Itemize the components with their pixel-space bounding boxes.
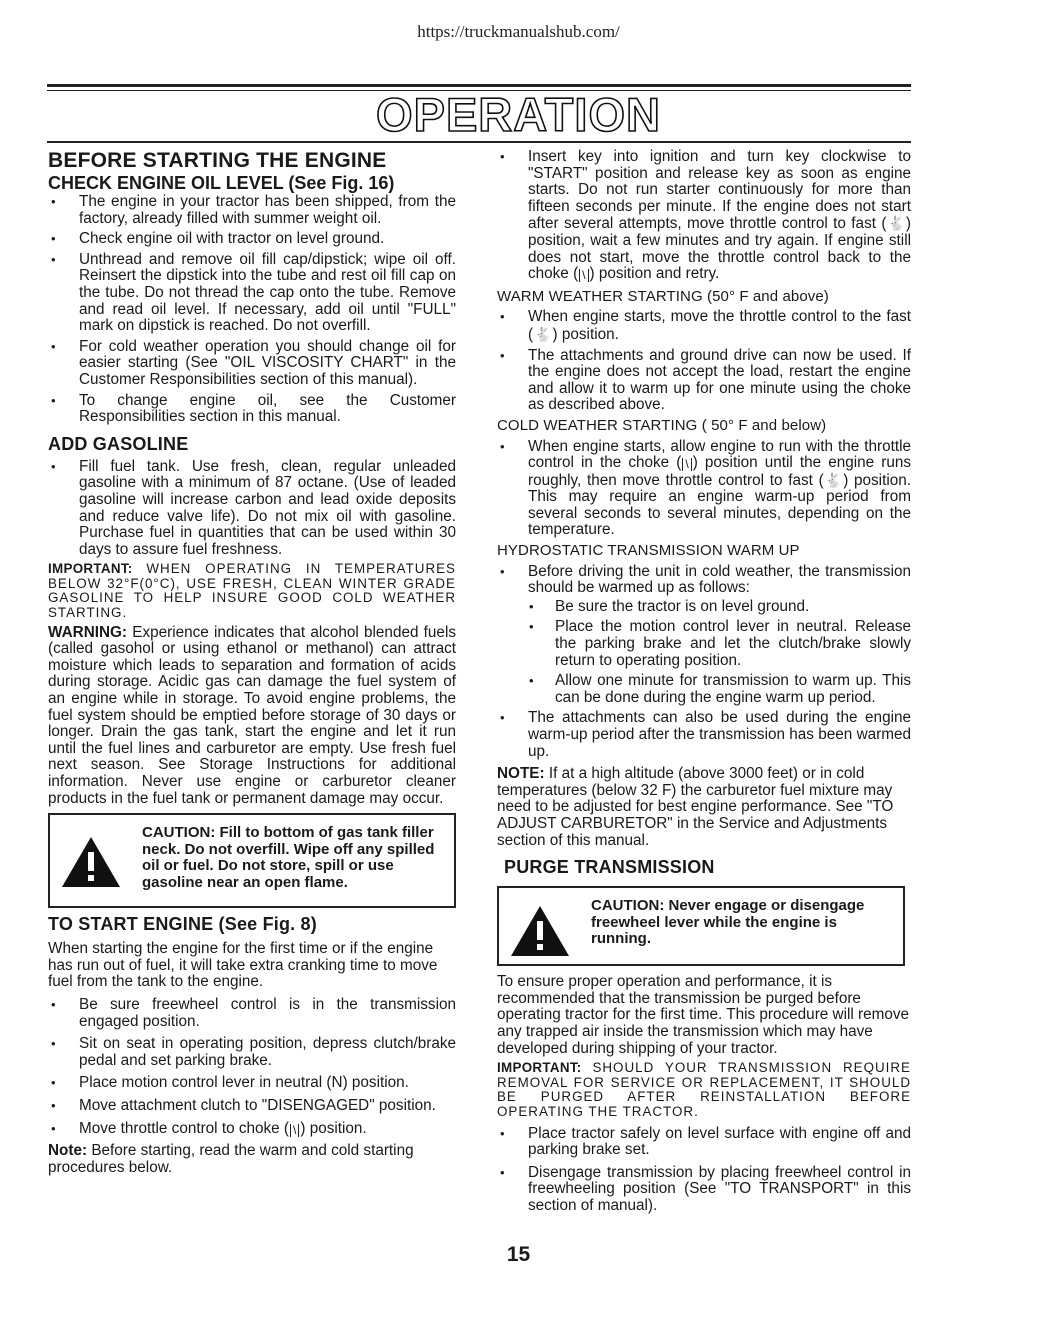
hydrostatic-heading: HYDROSTATIC TRANSMISSION WARM UP — [497, 542, 800, 560]
important-note-purge: IMPORTANT: SHOULD YOUR TRANSMISSION REQUIRE REMOVAL FOR SERVICE OR REPLACEMENT, IT SHOULD BE PURGED AFTER REINSTALLATION BEFORE OPERATING THE TRACTOR. — [497, 1060, 911, 1119]
choke-icon: \ — [579, 269, 588, 282]
warm-weather-list — [497, 309, 911, 414]
list-item: • The engine in your tractor has been shipped, from the factory, already filled with summer weight oil. — [48, 194, 456, 227]
caution-text: CAUTION: Never engage or disengage freewheel lever while the engine is running. — [591, 897, 865, 948]
left-column — [48, 149, 456, 1176]
important-note-gasoline: IMPORTANT: WHEN OPERATING IN TEMPERATURES BELOW 32°F(0°C), USE FRESH, CLEAN WINTER GRADE GASOLINE TO HELP INSURE GOOD COLD WEATHER STARTING. — [48, 561, 456, 621]
heading-add-gasoline: ADD GASOLINE — [48, 433, 189, 454]
heading-before-starting: BEFORE STARTING THE ENGINE — [48, 149, 387, 172]
list-item: • Be sure freewheel control is in the transmission engaged position. — [48, 997, 456, 1030]
warning-triangle-icon — [60, 835, 122, 889]
caution-text: CAUTION: Fill to bottom of gas tank filler neck. Do not overfill. Wipe off any spilled oil or fuel. Do not store, spill or use gasoline near an open flame. — [142, 824, 435, 891]
list-item: • Unthread and remove oil fill cap/dipstick; wipe oil off. Reinsert the dipstick into the tube and rest oil fill cap on the tube. Do not thread the cap onto the tube. Remove and read oil level. If necessary, add oil until "FULL" mark on dipstick is reached. Do not overfill. — [48, 252, 456, 335]
check-oil-list — [48, 194, 456, 426]
list-item: • To change engine oil, see the Customer Responsibilities section in this manual. — [48, 393, 456, 426]
warning-triangle-icon — [509, 904, 571, 958]
list-item: • Move attachment clutch to "DISENGAGED" position. — [48, 1098, 456, 1115]
start-intro: When starting the engine for the first time or if the engine has run out of fuel, it will take extra cranking time to move fuel from the tank to the engine. — [48, 940, 438, 991]
list-item: • Allow one minute for transmission to warm up. This can be done during the engine warm up period. — [526, 673, 911, 706]
list-item: • Place tractor safely on level surface with engine off and parking brake set. — [497, 1126, 911, 1159]
heading-to-start-engine: TO START ENGINE (See Fig. 8) — [48, 914, 317, 935]
heading-check-oil: CHECK ENGINE OIL LEVEL (See Fig. 16) — [48, 173, 395, 193]
list-item: • The attachments and ground drive can now be used. If the engine does not accept the load, restart the engine and allow it to warm up for one minute using the choke as described above. — [497, 348, 911, 414]
list-item: • Disengage transmission by placing freewheel control in freewheeling position (See "TO TRANSPORT" in this section of manual). — [497, 1165, 911, 1215]
ignition-list — [497, 149, 911, 283]
purge-intro: To ensure proper operation and performance, it is recommended that the transmission be purged before operating tractor for the first time. This procedure will remove any trapped air inside the transmission which may have developed during shipping of your tractor. — [497, 973, 910, 1057]
note-start: Note: Before starting, read the warm and cold starting procedures below. — [48, 1142, 414, 1176]
hydrostatic-list-2 — [497, 710, 911, 760]
hydrostatic-list — [497, 564, 911, 597]
caution-box-freewheel — [497, 886, 905, 966]
list-item: • The attachments can also be used during the engine warm-up period after the transmission has been warmed up. — [497, 710, 911, 760]
list-item: • Place the motion control lever in neutral. Release the parking brake and let the clutch/brake slowly return to operating position. — [526, 619, 911, 669]
page-number: 15 — [506, 1243, 531, 1266]
purge-list — [497, 1126, 911, 1215]
list-item: • Be sure the tractor is on level ground. — [526, 599, 911, 616]
header-rule-bottom — [47, 141, 911, 143]
list-item: • Place motion control lever in neutral (N) position. — [48, 1075, 456, 1092]
list-item: • Sit on seat in operating position, depress clutch/brake pedal and set parking brake. — [48, 1036, 456, 1069]
list-item: • Check engine oil with tractor on level ground. — [48, 231, 456, 248]
list-item: • Move throttle control to choke ( \ ) position. — [48, 1121, 456, 1138]
cold-weather-list — [497, 439, 911, 540]
right-column — [497, 149, 911, 1214]
caution-box-gasoline — [48, 813, 456, 908]
rabbit-fast-icon: 🐇 — [534, 325, 552, 342]
cold-weather-heading: COLD WEATHER STARTING ( 50° F and below) — [497, 416, 827, 434]
source-url: https://truckmanualshub.com/ — [417, 22, 620, 41]
list-item: • For cold weather operation you should change oil for easier starting (See "OIL VISCOSITY CHART" in the Customer Responsibilities section of this manual). — [48, 339, 456, 389]
list-item: • Before driving the unit in cold weather, the transmission should be warmed up as follows: — [497, 564, 911, 597]
page-title: OPERATION — [376, 88, 661, 141]
note-carburetor: NOTE: If at a high altitude (above 3000 feet) or in cold temperatures (below 32 F) the carburetor fuel mixture may need to be adjusted for best engine performance. See "TO ADJUST CARBURETOR" in the Service and Adjustments section of this manual. — [497, 765, 894, 849]
list-item: • When engine starts, move the throttle control to the fast (🐇) position. — [497, 309, 911, 343]
list-item: • Insert key into ignition and turn key clockwise to "START" position and release key as soon as engine starts. Do not run starter continuously for more than fifteen seconds per minute. If the engine does not start after several attempts, move throttle control to fast (🐇) position, wait a few minutes and try again. If engine still does not start, move the throttle control back to the choke ( \ ) position and retry. — [497, 149, 911, 283]
choke-icon: \ — [290, 1124, 299, 1137]
list-item: • Fill fuel tank. Use fresh, clean, regular unleaded gasoline with a minimum of 87 octane. (Use of leaded gasoline will increase carbon and lead oxide deposits and reduce valve life). Do not mix oil with gasoline. Purchase fuel in quantities that can be used within 30 days to assure fuel freshness. — [48, 459, 456, 559]
heading-purge-transmission: PURGE TRANSMISSION — [504, 857, 715, 878]
list-item: • When engine starts, allow engine to run with the throttle control in the choke ( \ ) position until the engine runs roughly, then move throttle control to fast (🐇) position. This may require an engine warm-up period from several seconds to several minutes, depending on the temperature. — [497, 439, 911, 540]
start-engine-list — [48, 997, 456, 1137]
gasoline-list — [48, 459, 456, 559]
choke-icon: \ — [682, 458, 691, 471]
warning-paragraph: WARNING: Experience indicates that alcohol blended fuels (called gasohol or using ethanol or methanol) can attract moisture which leads to separation and formation of acids during storage. Acidic gas can damage the fuel system of an engine while in storage. To avoid engine problems, the fuel system should be emptied before storage of 30 days or longer. Drain the gas tank, start the engine and let it run until the fuel lines and carburetor are empty. Use fresh fuel next season. See Storage Instructions for additional information. Never use engine or carburetor cleaner products in the fuel tank or permanent damage may occur. — [48, 623, 456, 807]
warm-weather-heading: WARM WEATHER STARTING (50° F and above) — [497, 287, 829, 305]
rabbit-fast-icon: 🐇 — [887, 215, 905, 232]
rabbit-fast-icon: 🐇 — [824, 471, 843, 488]
header-rule-top — [47, 84, 911, 87]
hydrostatic-sublist — [526, 599, 911, 707]
